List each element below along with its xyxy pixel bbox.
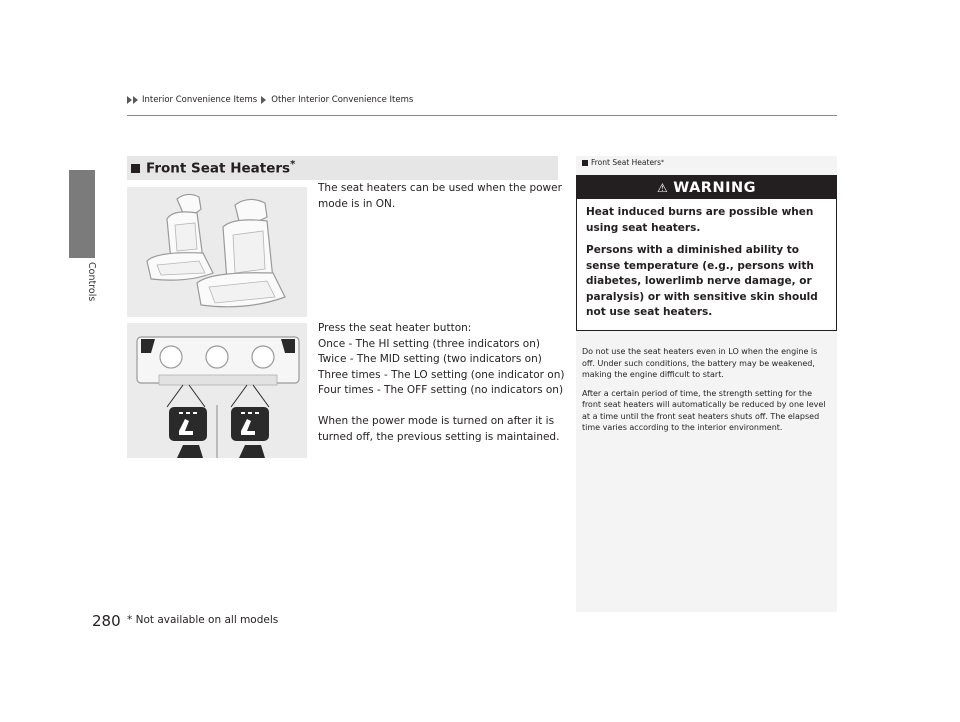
seat-illustration <box>127 187 307 317</box>
page-number: 280 <box>92 612 121 630</box>
section-title: Front Seat Heaters* <box>146 159 296 177</box>
chapter-tab <box>69 170 95 258</box>
press-instructions <box>318 321 568 445</box>
memory-note: When the power mode is turned on after it is turned off, the previous setting is maintained. <box>318 415 560 443</box>
sidebar-notes <box>582 346 832 441</box>
breadcrumb-item[interactable]: Other Interior Convenience Items <box>271 95 414 105</box>
seat-heater-area-icon <box>127 187 307 317</box>
sidebar-heading: Front Seat Heaters * <box>582 158 664 167</box>
note-paragraph: After a certain period of time, the strength setting for the front seat heaters will automatically be reduced by one level at a time until the front seat heaters shuts off. The elapsed time varies according to the interior environment. <box>582 388 826 432</box>
control-panel-illustration <box>127 323 307 458</box>
section-square-icon <box>131 164 140 173</box>
chapter-label: Controls <box>86 262 97 302</box>
breadcrumb-arrow-icon <box>133 96 138 104</box>
warning-bar <box>577 176 836 199</box>
section-heading <box>127 156 558 180</box>
press-line: Press the seat heater button: <box>318 322 472 334</box>
footnote: * Not available on all models <box>127 614 279 626</box>
press-line: Three times - The LO setting (one indicator on) <box>318 368 565 381</box>
warning-body <box>577 199 836 321</box>
warning-triangle-icon: ⚠ <box>656 180 669 195</box>
breadcrumb-item[interactable]: Interior Convenience Items <box>142 95 258 105</box>
press-line: Twice - The MID setting (two indicators on) <box>318 353 542 365</box>
seat-heater-button-icon <box>127 323 307 458</box>
header-rule <box>127 115 837 116</box>
press-line: Once - The HI setting (three indicators on) <box>318 337 540 350</box>
breadcrumb <box>127 95 413 105</box>
reference-square-icon <box>582 160 588 166</box>
warning-title: WARNING <box>673 179 757 196</box>
warning-box <box>576 175 837 331</box>
breadcrumb-arrow-icon <box>261 96 266 104</box>
press-line: Four times - The OFF setting (no indicators on) <box>318 384 564 396</box>
warning-paragraph: Persons with a diminished ability to sense temperature (e.g., persons with diabetes, lowerlimb nerve damage, or paralysis) or with sensitive skin should not use seat heaters. <box>586 244 818 318</box>
breadcrumb-arrow-icon <box>127 96 132 104</box>
note-paragraph: Do not use the seat heaters even in LO when the engine is off. Under such conditions, the battery may be weakened, making the engine difficult to start. <box>582 347 818 379</box>
intro-text: The seat heaters can be used when the power mode is in ON. <box>318 182 562 210</box>
warning-paragraph: Heat induced burns are possible when using seat heaters. <box>586 206 814 234</box>
